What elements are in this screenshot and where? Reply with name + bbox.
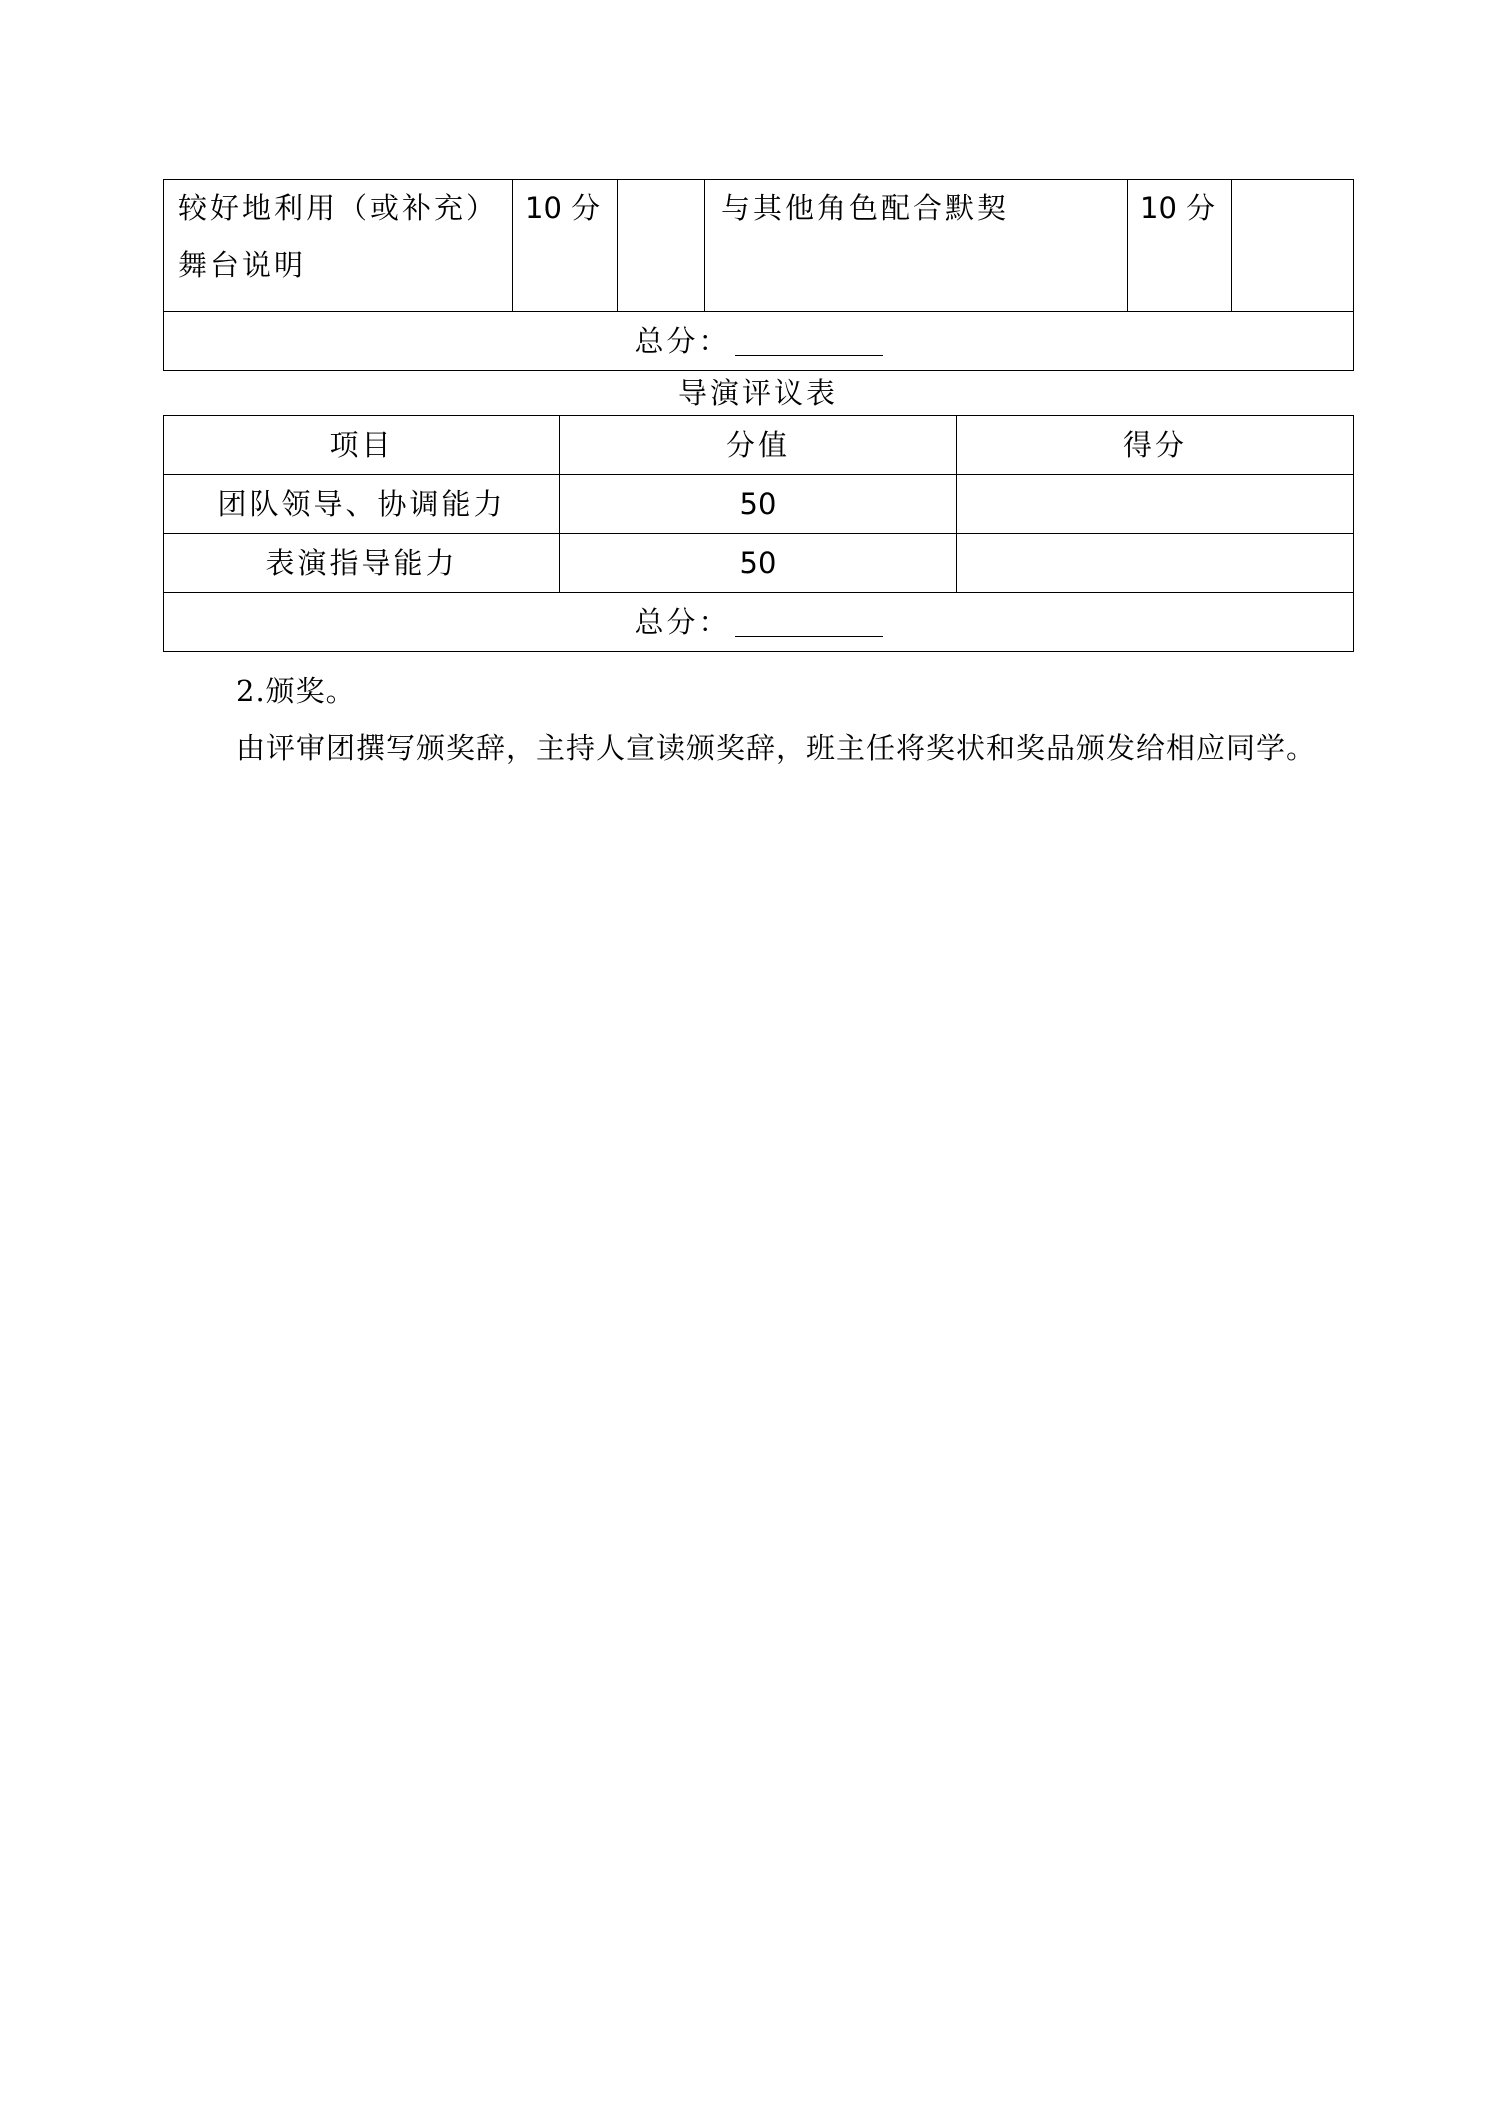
director-evaluation-table <box>163 415 1354 652</box>
section-body: 由评审团撰写颁奖辞，主持人宣读颁奖辞，班主任将奖状和奖品颁发给相应同学。 <box>236 731 1317 765</box>
points-cell: 10 分 <box>1128 180 1232 312</box>
score-entry-cell[interactable] <box>1232 180 1354 312</box>
table-caption: 导演评议表 <box>677 376 838 410</box>
total-cell <box>164 312 1354 371</box>
total-cell <box>164 593 1354 652</box>
header-score: 得分 <box>957 416 1354 475</box>
item-cell: 表演指导能力 <box>164 534 560 593</box>
points-cell: 10 分 <box>513 180 618 312</box>
value-cell: 50 <box>560 475 957 534</box>
table-row <box>164 475 1354 534</box>
score-entry-cell[interactable] <box>957 534 1354 593</box>
table-row <box>164 180 1354 312</box>
actor-scoring-table-continued <box>163 179 1354 371</box>
table-row <box>164 534 1354 593</box>
criterion-cell: 与其他角色配合默契 <box>705 180 1128 312</box>
score-entry-cell[interactable] <box>957 475 1354 534</box>
total-row <box>164 312 1354 371</box>
value-cell: 50 <box>560 534 957 593</box>
header-row <box>164 416 1354 475</box>
total-label: 总分： <box>634 604 731 639</box>
header-value: 分值 <box>560 416 957 475</box>
total-blank[interactable] <box>735 329 883 356</box>
total-blank[interactable] <box>735 610 883 637</box>
total-row <box>164 593 1354 652</box>
total-label: 总分： <box>634 323 731 358</box>
criterion-cell: 较好地利用（或补充）舞台说明 <box>164 180 513 312</box>
item-cell: 团队领导、协调能力 <box>164 475 560 534</box>
score-entry-cell[interactable] <box>618 180 705 312</box>
section-heading: 2.颁奖。 <box>236 674 356 708</box>
header-item: 项目 <box>164 416 560 475</box>
